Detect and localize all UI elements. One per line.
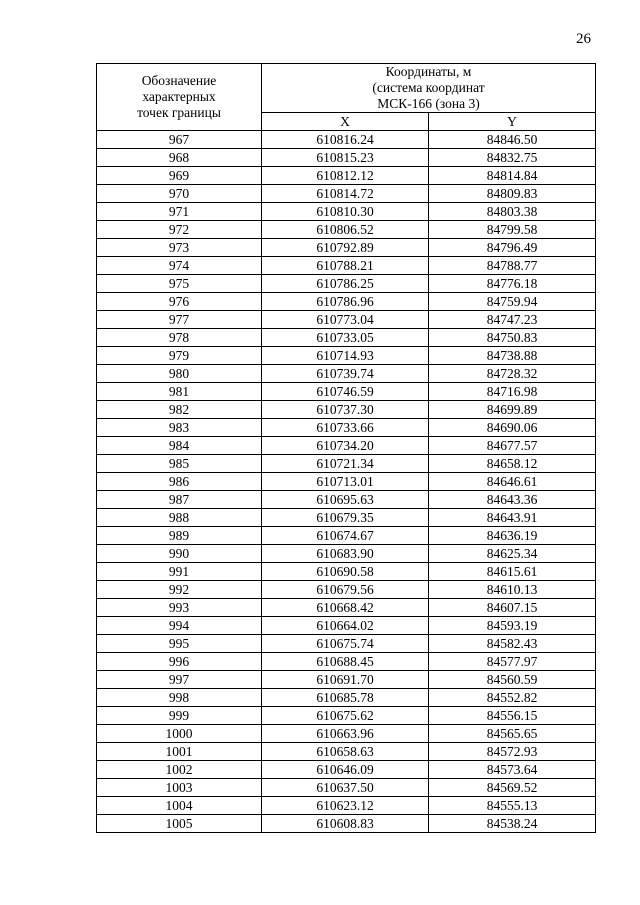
x-coordinate-cell: 610688.45 xyxy=(262,653,429,671)
coords-header-line: (система координат xyxy=(372,80,485,95)
x-coordinate-cell: 610675.62 xyxy=(262,707,429,725)
table-row xyxy=(97,653,596,671)
x-coordinate-cell: 610739.74 xyxy=(262,365,429,383)
x-coordinate-cell: 610637.50 xyxy=(262,779,429,797)
y-coordinate-cell: 84738.88 xyxy=(429,347,596,365)
table-row xyxy=(97,527,596,545)
y-coordinate-cell: 84572.93 xyxy=(429,743,596,761)
table-row xyxy=(97,743,596,761)
table-row xyxy=(97,671,596,689)
table-row xyxy=(97,221,596,239)
point-number-cell: 985 xyxy=(97,455,262,473)
point-number-cell: 986 xyxy=(97,473,262,491)
y-coordinate-cell: 84552.82 xyxy=(429,689,596,707)
y-coordinate-cell: 84788.77 xyxy=(429,257,596,275)
point-number-cell: 983 xyxy=(97,419,262,437)
point-number-cell: 976 xyxy=(97,293,262,311)
point-number-cell: 975 xyxy=(97,275,262,293)
point-number-cell: 1002 xyxy=(97,761,262,779)
table-row xyxy=(97,203,596,221)
y-coordinate-cell: 84814.84 xyxy=(429,167,596,185)
table-row xyxy=(97,239,596,257)
y-coordinate-cell: 84658.12 xyxy=(429,455,596,473)
table-row xyxy=(97,797,596,815)
point-number-cell: 971 xyxy=(97,203,262,221)
y-coordinate-cell: 84716.98 xyxy=(429,383,596,401)
x-coordinate-cell: 610675.74 xyxy=(262,635,429,653)
coordinates-header xyxy=(262,64,596,113)
point-number-cell: 982 xyxy=(97,401,262,419)
y-coordinate-cell: 84573.64 xyxy=(429,761,596,779)
x-coordinate-cell: 610721.34 xyxy=(262,455,429,473)
x-coordinate-cell: 610683.90 xyxy=(262,545,429,563)
table-row xyxy=(97,167,596,185)
point-number-cell: 977 xyxy=(97,311,262,329)
point-number-cell: 999 xyxy=(97,707,262,725)
x-coordinate-cell: 610734.20 xyxy=(262,437,429,455)
y-coordinate-cell: 84538.24 xyxy=(429,815,596,833)
point-number-cell: 1004 xyxy=(97,797,262,815)
point-number-cell: 980 xyxy=(97,365,262,383)
coordinates-table xyxy=(96,63,596,833)
table-row xyxy=(97,185,596,203)
point-designation-header xyxy=(97,64,262,131)
y-coordinate-cell: 84832.75 xyxy=(429,149,596,167)
point-number-cell: 990 xyxy=(97,545,262,563)
x-coordinate-cell: 610664.02 xyxy=(262,617,429,635)
point-number-cell: 998 xyxy=(97,689,262,707)
point-number-cell: 972 xyxy=(97,221,262,239)
y-coordinate-cell: 84677.57 xyxy=(429,437,596,455)
table-row xyxy=(97,437,596,455)
table-row xyxy=(97,707,596,725)
x-coordinate-cell: 610663.96 xyxy=(262,725,429,743)
table-row xyxy=(97,455,596,473)
table-row xyxy=(97,545,596,563)
x-coordinate-cell: 610788.21 xyxy=(262,257,429,275)
y-coordinate-cell: 84799.58 xyxy=(429,221,596,239)
y-coordinate-cell: 84615.61 xyxy=(429,563,596,581)
y-coordinate-cell: 84577.97 xyxy=(429,653,596,671)
x-coordinate-cell: 610608.83 xyxy=(262,815,429,833)
x-coordinate-cell: 610816.24 xyxy=(262,131,429,149)
coords-header-line: МСК-166 (зона 3) xyxy=(377,96,480,111)
x-coordinate-cell: 610815.23 xyxy=(262,149,429,167)
x-coordinate-cell: 610737.30 xyxy=(262,401,429,419)
y-coordinate-cell: 84610.13 xyxy=(429,581,596,599)
y-coordinate-cell: 84560.59 xyxy=(429,671,596,689)
table-row xyxy=(97,401,596,419)
table-row xyxy=(97,599,596,617)
point-number-cell: 967 xyxy=(97,131,262,149)
point-header-line: Обозначение xyxy=(141,73,217,88)
point-number-cell: 973 xyxy=(97,239,262,257)
point-number-cell: 968 xyxy=(97,149,262,167)
x-coordinate-cell: 610695.63 xyxy=(262,491,429,509)
y-coordinate-cell: 84646.61 xyxy=(429,473,596,491)
y-coordinate-cell: 84607.15 xyxy=(429,599,596,617)
table-row xyxy=(97,383,596,401)
x-coordinate-cell: 610810.30 xyxy=(262,203,429,221)
x-coordinate-cell: 610646.09 xyxy=(262,761,429,779)
y-coordinate-cell: 84759.94 xyxy=(429,293,596,311)
x-coordinate-cell: 610679.56 xyxy=(262,581,429,599)
table-row xyxy=(97,347,596,365)
table-body xyxy=(97,131,596,833)
y-coordinate-cell: 84699.89 xyxy=(429,401,596,419)
point-number-cell: 993 xyxy=(97,599,262,617)
point-number-cell: 996 xyxy=(97,653,262,671)
x-coordinate-cell: 610773.04 xyxy=(262,311,429,329)
point-number-cell: 989 xyxy=(97,527,262,545)
x-coordinate-cell: 610679.35 xyxy=(262,509,429,527)
table-row xyxy=(97,149,596,167)
point-number-cell: 995 xyxy=(97,635,262,653)
table-row xyxy=(97,491,596,509)
y-coordinate-cell: 84582.43 xyxy=(429,635,596,653)
point-number-cell: 991 xyxy=(97,563,262,581)
y-coordinate-cell: 84796.49 xyxy=(429,239,596,257)
y-coordinate-cell: 84846.50 xyxy=(429,131,596,149)
table-row xyxy=(97,617,596,635)
table-row xyxy=(97,365,596,383)
table-row xyxy=(97,761,596,779)
x-coordinate-cell: 610714.93 xyxy=(262,347,429,365)
y-coordinate-cell: 84747.23 xyxy=(429,311,596,329)
point-number-cell: 1005 xyxy=(97,815,262,833)
y-coordinate-cell: 84625.34 xyxy=(429,545,596,563)
point-number-cell: 1000 xyxy=(97,725,262,743)
point-header-line: точек границы xyxy=(137,105,221,120)
y-coordinate-cell: 84776.18 xyxy=(429,275,596,293)
table-row xyxy=(97,419,596,437)
y-coordinate-cell: 84643.91 xyxy=(429,509,596,527)
point-number-cell: 994 xyxy=(97,617,262,635)
point-header-line: характерных xyxy=(142,89,216,104)
x-coordinate-cell: 610690.58 xyxy=(262,563,429,581)
table-row xyxy=(97,257,596,275)
x-coordinate-cell: 610674.67 xyxy=(262,527,429,545)
point-number-cell: 984 xyxy=(97,437,262,455)
y-coordinate-cell: 84809.83 xyxy=(429,185,596,203)
x-coordinate-cell: 610691.70 xyxy=(262,671,429,689)
table-row xyxy=(97,311,596,329)
point-number-cell: 970 xyxy=(97,185,262,203)
x-coordinate-cell: 610685.78 xyxy=(262,689,429,707)
x-coordinate-cell: 610733.66 xyxy=(262,419,429,437)
y-coordinate-cell: 84556.15 xyxy=(429,707,596,725)
table-row xyxy=(97,635,596,653)
y-coordinate-cell: 84750.83 xyxy=(429,329,596,347)
x-coordinate-cell: 610746.59 xyxy=(262,383,429,401)
table-row xyxy=(97,563,596,581)
coords-header-line: Координаты, м xyxy=(385,64,472,79)
x-coordinate-cell: 610668.42 xyxy=(262,599,429,617)
x-coordinate-cell: 610806.52 xyxy=(262,221,429,239)
x-coordinate-cell: 610786.96 xyxy=(262,293,429,311)
table-row xyxy=(97,725,596,743)
x-column-header: X xyxy=(262,113,429,131)
point-number-cell: 1003 xyxy=(97,779,262,797)
x-coordinate-cell: 610812.12 xyxy=(262,167,429,185)
point-number-cell: 992 xyxy=(97,581,262,599)
table-row xyxy=(97,275,596,293)
y-coordinate-cell: 84690.06 xyxy=(429,419,596,437)
table-row xyxy=(97,815,596,833)
table-row xyxy=(97,689,596,707)
point-number-cell: 997 xyxy=(97,671,262,689)
x-coordinate-cell: 610623.12 xyxy=(262,797,429,815)
x-coordinate-cell: 610733.05 xyxy=(262,329,429,347)
y-coordinate-cell: 84569.52 xyxy=(429,779,596,797)
point-number-cell: 969 xyxy=(97,167,262,185)
y-coordinate-cell: 84636.19 xyxy=(429,527,596,545)
point-number-cell: 978 xyxy=(97,329,262,347)
table-row xyxy=(97,509,596,527)
table-row xyxy=(97,329,596,347)
point-number-cell: 974 xyxy=(97,257,262,275)
x-coordinate-cell: 610792.89 xyxy=(262,239,429,257)
y-coordinate-cell: 84728.32 xyxy=(429,365,596,383)
y-coordinate-cell: 84555.13 xyxy=(429,797,596,815)
table-row xyxy=(97,473,596,491)
point-number-cell: 1001 xyxy=(97,743,262,761)
y-column-header: Y xyxy=(429,113,596,131)
table-row xyxy=(97,779,596,797)
table-row xyxy=(97,581,596,599)
y-coordinate-cell: 84643.36 xyxy=(429,491,596,509)
point-number-cell: 988 xyxy=(97,509,262,527)
point-number-cell: 981 xyxy=(97,383,262,401)
x-coordinate-cell: 610814.72 xyxy=(262,185,429,203)
point-number-cell: 987 xyxy=(97,491,262,509)
x-coordinate-cell: 610713.01 xyxy=(262,473,429,491)
y-coordinate-cell: 84565.65 xyxy=(429,725,596,743)
y-coordinate-cell: 84803.38 xyxy=(429,203,596,221)
x-coordinate-cell: 610786.25 xyxy=(262,275,429,293)
y-coordinate-cell: 84593.19 xyxy=(429,617,596,635)
page-number: 26 xyxy=(576,31,591,47)
x-coordinate-cell: 610658.63 xyxy=(262,743,429,761)
point-number-cell: 979 xyxy=(97,347,262,365)
table-row xyxy=(97,293,596,311)
table-row xyxy=(97,131,596,149)
